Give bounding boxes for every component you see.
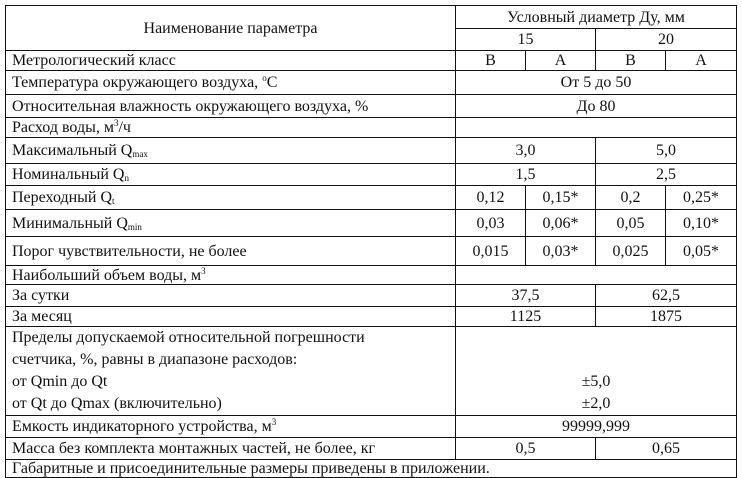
flow-label: Расход воды, $м^3/ч$ [6,118,456,138]
sensitivity-20-b: 0,025 [596,237,666,266]
error-limits-values: ±5,0 ±2,0 [456,327,737,416]
metrology-class-row [6,51,737,71]
flow-section-row [6,118,737,138]
mass-20: 0,65 [596,438,737,460]
flow-max-label: Максимальный $Q_{max}$ [6,138,456,164]
flow-nominal-label: Номинальный $Q_n$ [6,164,456,186]
sensitivity-label: Порог чувствительности, не более [6,237,456,266]
flow-transitional-15-b: 0,12 [456,186,526,210]
flow-minimal-15-b: 0,03 [456,210,526,237]
indicator-capacity-row [6,416,737,438]
class-20-b: B [596,51,666,71]
flow-nominal-row [6,164,737,186]
volume-day-row [6,285,737,307]
flow-max-15: 3,0 [456,138,596,164]
indicator-capacity-value: 99999,999 [456,416,737,438]
volume-day-20: 62,5 [596,285,737,307]
dimensions-note: Габаритные и присоединительные размеры приведены в приложении. [6,460,737,478]
diameter-group-header: Условный диаметр Ду, мм [456,6,737,29]
sensitivity-15-a: 0,03* [526,237,596,266]
param-name-header: Наименование параметра [6,6,456,51]
sensitivity-20-a: 0,05* [666,237,737,266]
class-15-a: A [526,51,596,71]
flow-nominal-20: 2,5 [596,164,737,186]
diameter-20: 20 [596,29,737,51]
sensitivity-row [6,237,737,266]
dimensions-note-row [6,460,737,478]
mass-row [6,438,737,460]
volume-day-15: 37,5 [456,285,596,307]
flow-section-empty [456,118,737,138]
temperature-row [6,71,737,95]
flow-minimal-20-a: 0,10* [666,210,737,237]
volume-day-label: За сутки [6,285,456,307]
volume-month-20: 1875 [596,307,737,327]
mass-label: Масса без комплекта монтажных частей, не более, кг [6,438,456,460]
metrology-class-label: Метрологический класс [6,51,456,71]
flow-max-row [6,138,737,164]
flow-transitional-15-a: 0,15* [526,186,596,210]
volume-label: Наибольший объем воды, $м^3$ [6,266,456,285]
flow-nominal-15: 1,5 [456,164,596,186]
error-limits-label: Пределы допускаемой относительной погрешности счетчика, %, равны в диапазоне расходов: от Qmin до Qt от Qt до Qmax (включительно) [6,327,456,416]
temperature-value: От 5 до 50 [456,71,737,95]
flow-transitional-20-a: 0,25* [666,186,737,210]
humidity-value: До 80 [456,95,737,118]
volume-month-label: За месяц [6,307,456,327]
class-15-b: B [456,51,526,71]
flow-transitional-label: Переходный $Q_t$ [6,186,456,210]
flow-minimal-20-b: 0,05 [596,210,666,237]
volume-section-row [6,266,737,285]
volume-month-15: 1125 [456,307,596,327]
volume-section-empty [456,266,737,285]
humidity-row [6,95,737,118]
flow-max-20: 5,0 [596,138,737,164]
volume-month-row [6,307,737,327]
temperature-label: Температура окружающего воздуха, $^o$C [6,71,456,95]
flow-minimal-label: Минимальный $Q_{min}$ [6,210,456,237]
sensitivity-15-b: 0,015 [456,237,526,266]
specifications-table [5,5,737,478]
flow-transitional-row [6,186,737,210]
mass-15: 0,5 [456,438,596,460]
error-limits-row [6,327,737,416]
indicator-capacity-label: Емкость индикаторного устройства, $м^3$ [6,416,456,438]
flow-minimal-row [6,210,737,237]
humidity-label: Относительная влажность окружающего воздуха, % [6,95,456,118]
header-row [6,6,737,29]
flow-transitional-20-b: 0,2 [596,186,666,210]
diameter-15: 15 [456,29,596,51]
flow-minimal-15-a: 0,06* [526,210,596,237]
class-20-a: A [666,51,737,71]
